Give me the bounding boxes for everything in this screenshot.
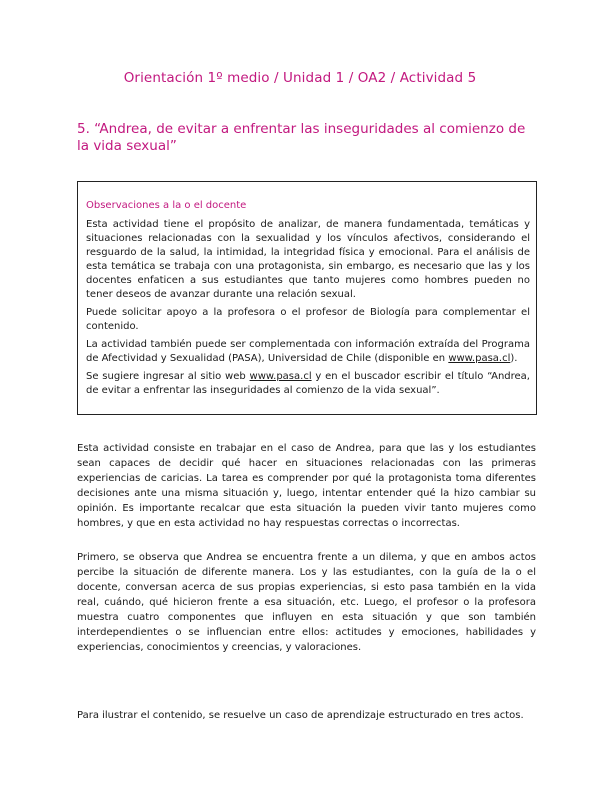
pasa-link[interactable]: www.pasa.cl: [448, 353, 511, 364]
teacher-observations-box: [77, 181, 537, 415]
activity-title: 5. “Andrea, de evitar a enfrentar las inseguridades al comienzo de la vida sexual”: [77, 121, 526, 154]
body-paragraph-intro: Esta actividad consiste en trabajar en el caso de Andrea, para que las y los estudiantes sean capaces de decidir qué hacer en situaciones relacionadas con las primeras experiencias de caricias. La tarea es comprender por qué la protagonista toma diferentes decisiones ante una misma situación y, luego, intentar entender qué la hizo cambiar su opinión. Es importante recalcar que esta situación la pueden vivir tanto mujeres como hombres, y que en esta actividad no hay respuestas correctas o incorrectas.: [77, 443, 536, 529]
body-paragraph-first-step: Primero, se observa que Andrea se encuentra frente a un dilema, y que en ambos actos percibe la situación de diferente manera. Los y las estudiantes, con la guía de la o el docente, conversan acerca de sus propias experiencias, si esto pasa también en la vida real, cuándo, qué hicieron frente a esa situación, etc. Luego, el profesor o la profesora muestra cuatro componentes que influyen en esta situación y que son también interdependientes o se influencian entre ellos: actitudes y emociones, habilidades y experiencias, conocimientos y creencias, y valoraciones.: [77, 552, 536, 653]
observations-paragraph-support: Puede solicitar apoyo a la profesora o el profesor de Biología para complementar el contenido.: [86, 307, 530, 332]
observations-text: ).: [510, 353, 518, 364]
observations-text: y en el buscador escribir el título “Andrea, de evitar a enfrentar las inseguridades al comienzo de la vida sexual”.: [86, 371, 530, 396]
observations-paragraph-website: [86, 370, 530, 398]
body-paragraph-illustration: Para ilustrar el contenido, se resuelve un caso de aprendizaje estructurado en tres actos.: [77, 710, 524, 721]
observations-heading: Observaciones a la o el docente: [86, 200, 247, 211]
pasa-website-link[interactable]: www.pasa.cl: [249, 371, 312, 382]
observations-paragraph-complement: [86, 338, 530, 366]
page-header-title: Orientación 1º medio / Unidad 1 / OA2 / Actividad 5: [123, 70, 477, 86]
observations-text: La actividad también puede ser complementada con información extraída del Programa de Afectividad y Sexualidad (PASA), Universidad de Chile (disponible en: [86, 339, 530, 364]
observations-paragraph-purpose: Esta actividad tiene el propósito de analizar, de manera fundamentada, temáticas y situaciones relacionadas con la sexualidad y los vínculos afectivos, considerando el resguardo de la salud, la intimidad, la integridad física y emocional. Para el análisis de esta temática se trabaja con una protagonista, sin embargo, es necesario que las y los docentes enfaticen a sus estudiantes que tanto mujeres como hombres pueden no tener deseos de avanzar durante una relación sexual.: [86, 219, 530, 300]
observations-text: Se sugiere ingresar al sitio web: [86, 371, 250, 382]
